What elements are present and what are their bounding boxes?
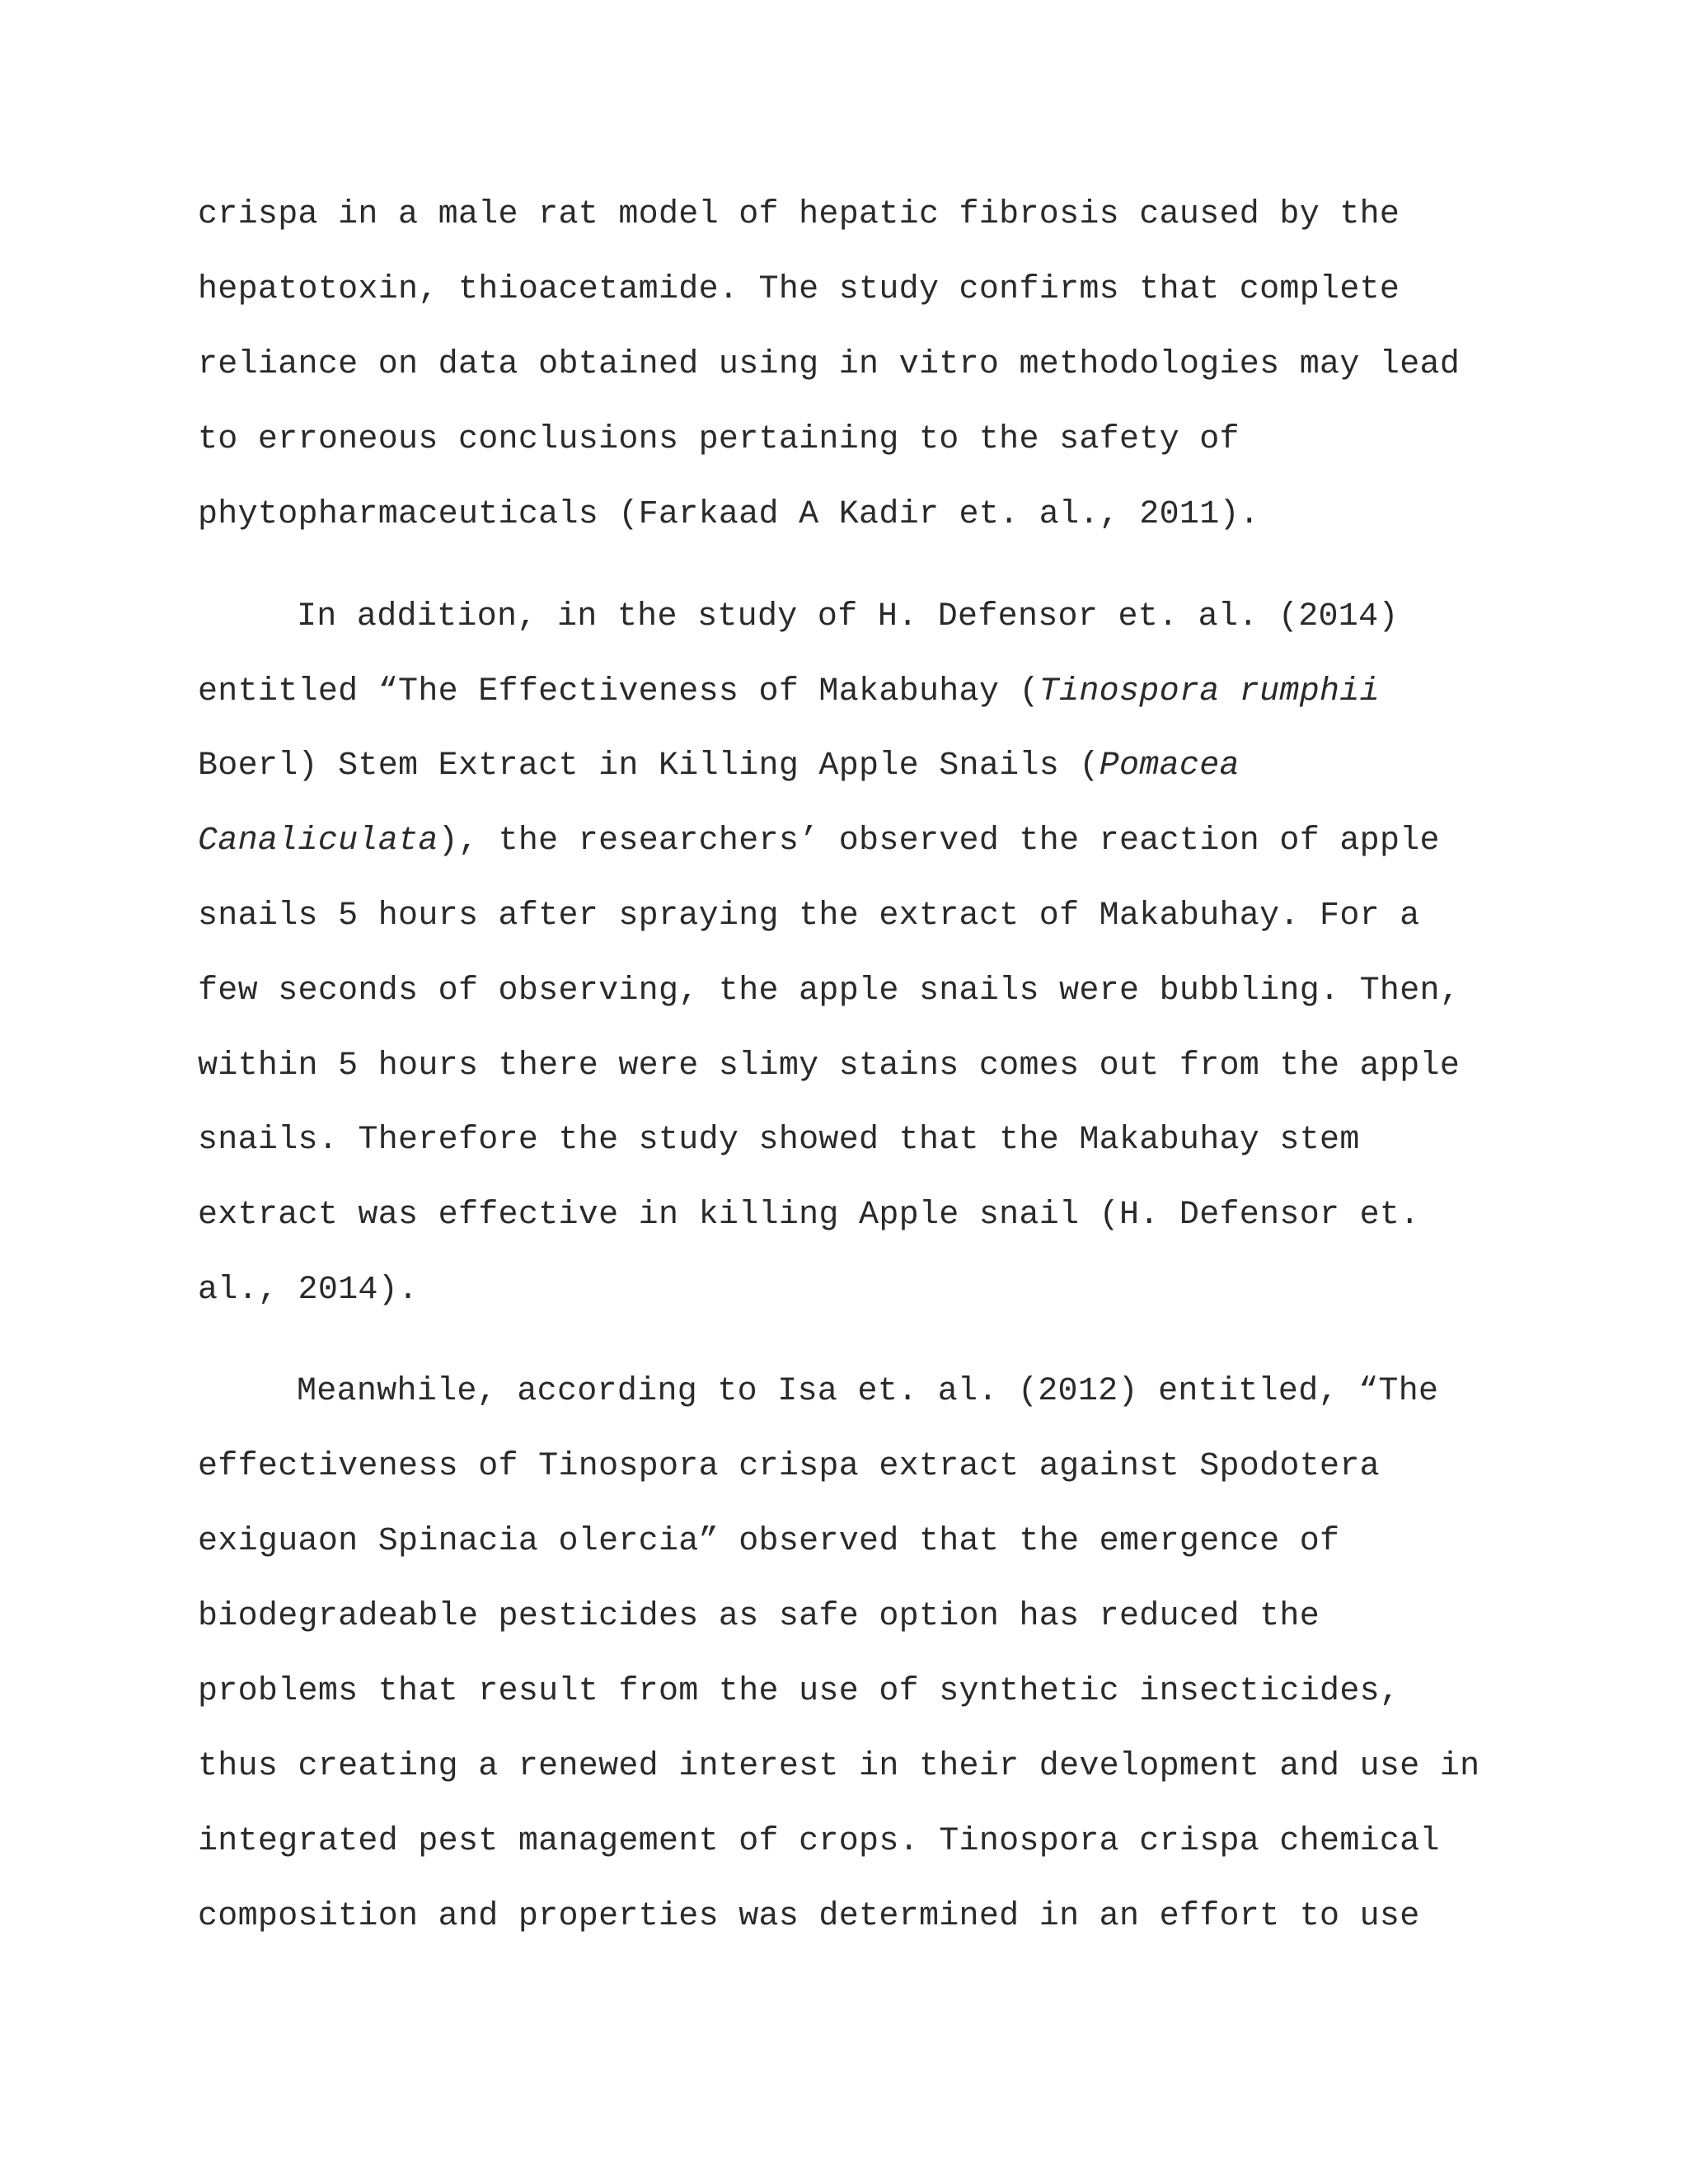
paragraph-3-line-7: integrated pest management of crops. Tinospora crispa chemical xyxy=(198,1823,1440,1860)
paragraph-1-line-4: to erroneous conclusions pertaining to the safety of xyxy=(198,421,1240,458)
paragraph-1-line-2: hepatotoxin, thioacetamide. The study confirms that complete xyxy=(198,271,1400,308)
species-name-pomacea: Pomacea xyxy=(1099,748,1240,785)
paragraph-2-line-9: extract was effective in killing Apple snail (H. Defensor et. xyxy=(198,1197,1420,1234)
paragraph-2-line-3-text: Boerl) Stem Extract in Killing Apple Snails ( xyxy=(198,748,1100,785)
paragraph-2-line-2 xyxy=(198,673,1380,712)
species-name-canaliculata: Canaliculata xyxy=(198,823,438,860)
paragraph-2-line-5: snails 5 hours after spraying the extract of Makabuhay. For a xyxy=(198,898,1420,935)
paragraph-2-line-6: few seconds of observing, the apple snails were bubbling. Then, xyxy=(198,972,1461,1010)
paragraph-3-line-6: thus creating a renewed interest in their development and use in xyxy=(198,1748,1480,1785)
paragraph-3-line-1: Meanwhile, according to Isa et. al. (2012) entitled, “The xyxy=(297,1373,1439,1410)
paragraph-3-line-3: exiguaon Spinacia olercia” observed that the emergence of xyxy=(198,1523,1340,1560)
paragraph-1-line-5: phytopharmaceuticals (Farkaad A Kadir et. al., 2011). xyxy=(198,496,1260,533)
paragraph-3-line-4: biodegradeable pesticides as safe option has reduced the xyxy=(198,1598,1320,1635)
paragraph-2-line-1: In addition, in the study of H. Defensor et. al. (2014) xyxy=(297,598,1399,635)
paragraph-3-line-2: effectiveness of Tinospora crispa extract against Spodotera xyxy=(198,1448,1380,1485)
paragraph-1-line-3: reliance on data obtained using in vitro methodologies may lead xyxy=(198,346,1461,383)
paragraph-2-line-4 xyxy=(198,822,1440,861)
paragraph-2-line-8: snails. Therefore the study showed that the Makabuhay stem xyxy=(198,1122,1360,1159)
paragraph-2-line-10: al., 2014). xyxy=(198,1272,419,1309)
paragraph-2-line-7: within 5 hours there were slimy stains comes out from the apple xyxy=(198,1047,1461,1085)
paragraph-3-line-5: problems that result from the use of synthetic insecticides, xyxy=(198,1673,1400,1710)
paragraph-2-line-2-text: entitled “The Effectiveness of Makabuhay ( xyxy=(198,673,1039,710)
paragraph-2-line-4-text: ), the researchers’ observed the reaction of apple xyxy=(438,823,1440,860)
paragraph-3-line-8: composition and properties was determined in an effort to use xyxy=(198,1898,1420,1935)
paragraph-1-line-1: crispa in a male rat model of hepatic fibrosis caused by the xyxy=(198,196,1400,233)
paragraph-2-line-3 xyxy=(198,747,1240,786)
species-name-tinospora-rumphii: Tinospora rumphii xyxy=(1039,673,1380,710)
